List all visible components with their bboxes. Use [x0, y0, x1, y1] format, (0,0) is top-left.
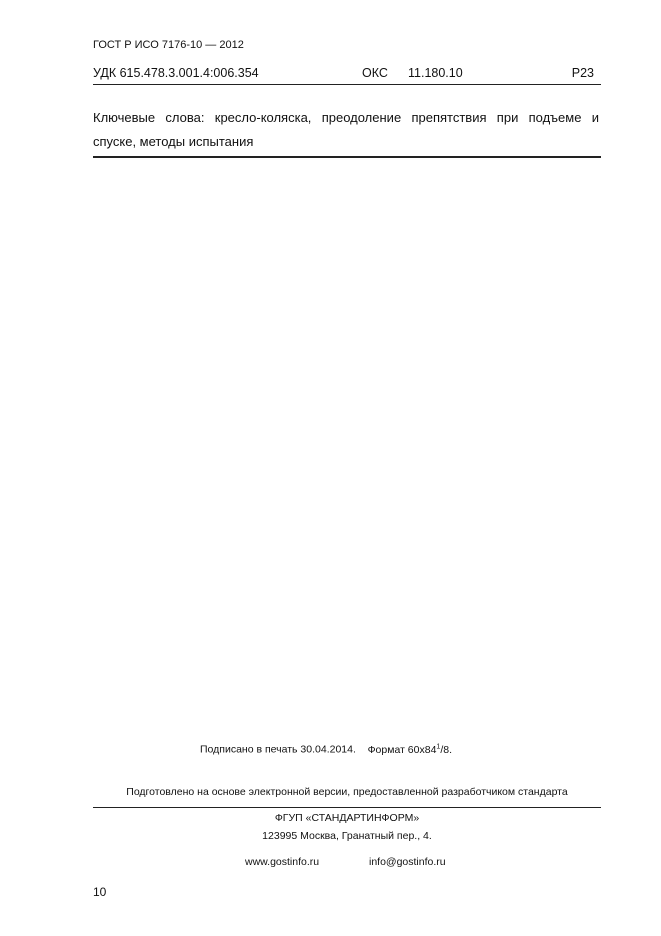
page-number: 10 — [93, 885, 107, 899]
prepared-note: Подготовлено на основе электронной версии, предоставленной разработчиком стандарта — [126, 786, 568, 798]
document-header: ГОСТ Р ИСО 7176-10 — 2012 — [93, 39, 244, 51]
keywords-divider — [93, 156, 601, 158]
oks-code: 11.180.10 — [408, 66, 463, 80]
format-label: Формат 60x84 — [367, 743, 437, 756]
keywords-block — [93, 106, 599, 154]
format-superscript: 1 — [436, 743, 441, 750]
footer-divider — [93, 807, 601, 808]
class-code: Р23 — [571, 66, 594, 80]
publisher-name: ФГУП «СТАНДАРТИНФОРМ» — [274, 812, 420, 824]
signed-date: Подписано в печать 30.04.2014. — [200, 743, 356, 756]
print-signed-info — [200, 743, 452, 756]
oks-label: ОКС — [362, 66, 388, 80]
print-format — [368, 744, 452, 756]
udk-code: УДК 615.478.3.001.4:006.354 — [93, 66, 259, 80]
email-link[interactable]: info@gostinfo.ru — [369, 856, 446, 868]
classification-line — [93, 66, 600, 82]
website-link[interactable]: www.gostinfo.ru — [245, 856, 320, 868]
format-tail: /8. — [440, 743, 452, 756]
top-divider — [93, 84, 601, 85]
publisher-address: 123995 Москва, Гранатный пер., 4. — [262, 830, 432, 842]
keywords-line-2: спуске, методы испытания — [93, 134, 254, 149]
keywords-line-1: Ключевые слова: кресло-коляска, преодоление препятствия при подъеме и — [93, 110, 599, 125]
